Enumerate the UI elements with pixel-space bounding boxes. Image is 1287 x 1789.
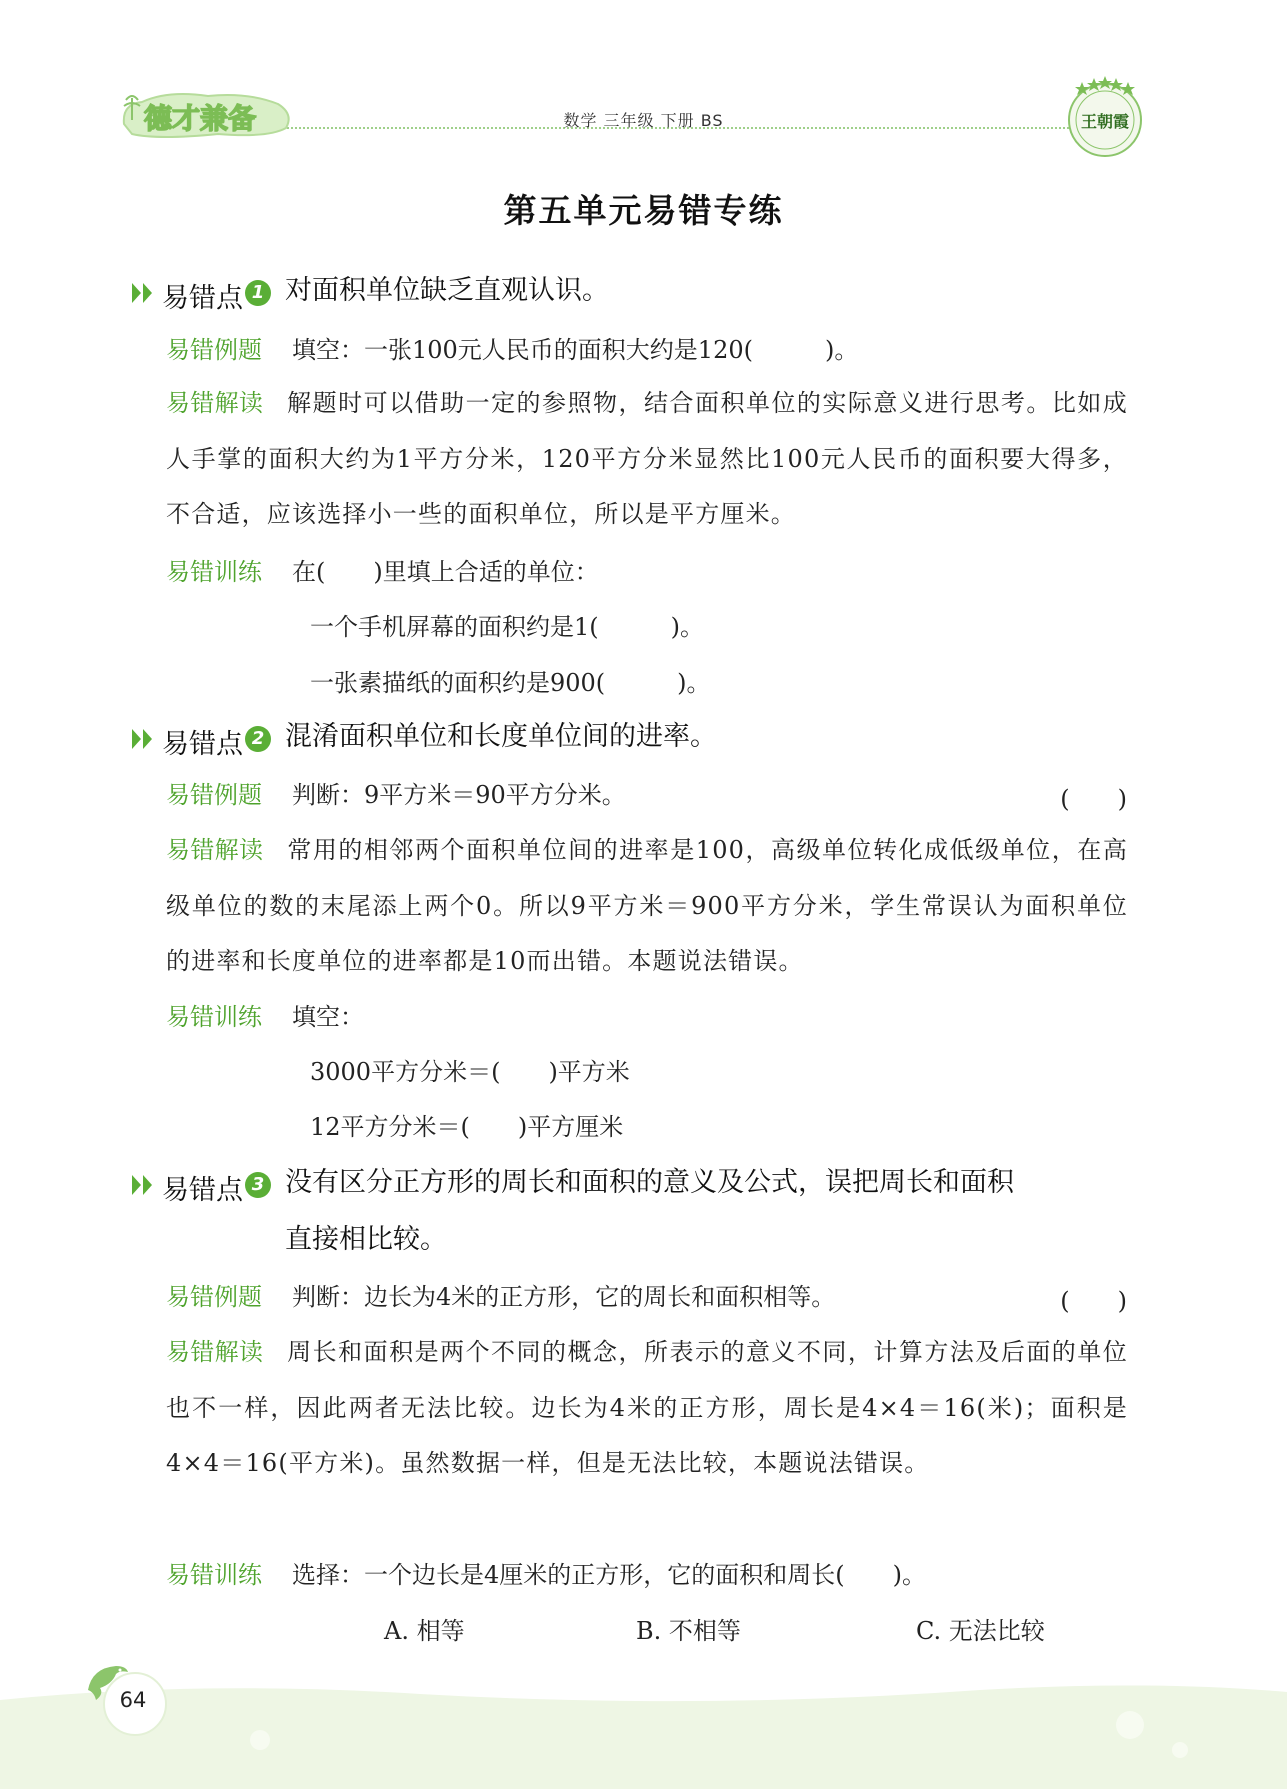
training-text: 在( )里填上合适的单位：	[292, 558, 599, 586]
error-point-number: 1	[245, 280, 271, 306]
double-arrow-icon	[130, 279, 156, 307]
example-label: 易错例题	[166, 336, 262, 364]
example-row	[166, 779, 1128, 811]
analysis-paragraph	[166, 823, 1128, 990]
training-text: 选择：一个边长是4厘米的正方形，它的面积和周长( )。	[292, 1561, 926, 1589]
analysis-paragraph	[166, 1325, 1128, 1492]
training-label: 易错训练	[166, 558, 262, 586]
analysis-label: 易错解读	[166, 389, 264, 417]
example-label: 易错例题	[166, 781, 262, 809]
error-point-label: 易错点	[162, 283, 243, 314]
error-point-title	[285, 1154, 1115, 1268]
example-text: 判断：9平方米＝90平方分米。	[292, 781, 626, 809]
analysis-text-rest: 面的单位也不一样，因此两者无法比较。边长为4米的正方形，周长是4×4＝16(米)；面积是4×4＝16(平方米)。虽然数据一样，但是无法比较，本题说法错误。	[166, 1338, 1128, 1477]
author-seal	[1062, 74, 1148, 160]
analysis-text-rest: 单位，在高级单位的数的末尾添上两个0。所以9平方米＝900平方分米，学生常误认为面积单位的进率和长度单位的进率都是10而出错。本题说法错误。	[166, 836, 1129, 975]
analysis-label: 易错解读	[166, 836, 264, 864]
page-title: 第五单元易错专练	[503, 191, 784, 230]
seal-text: 王朝霞	[1080, 112, 1130, 131]
example-label: 易错例题	[166, 1283, 262, 1311]
double-arrow-icon	[130, 1171, 156, 1199]
training-row	[166, 556, 1128, 588]
choice-a: A. 相等	[384, 1617, 465, 1645]
training-text: 填空：	[292, 1003, 364, 1031]
footer-wave-decoration	[0, 1680, 1287, 1789]
answer-bracket: ( )	[1060, 785, 1127, 813]
analysis-text-first: 常用的相邻两个面积单位间的进率是100，高级单位转化成低级	[287, 836, 1001, 864]
training-row	[166, 1001, 1128, 1033]
training-item: 3000平方分米＝( )平方米	[310, 1058, 630, 1086]
example-row	[166, 334, 1128, 366]
double-arrow-icon	[130, 725, 156, 753]
brand-text: 德才兼备	[144, 102, 257, 135]
choice-b: B. 不相等	[636, 1617, 741, 1645]
training-item: 一个手机屏幕的面积约是1( )。	[310, 613, 704, 641]
page-number: 64	[119, 1688, 147, 1712]
example-text: 填空：一张100元人民币的面积大约是120( )。	[292, 336, 859, 364]
header-subject: 数学 三年级 下册 BS	[563, 111, 724, 130]
error-point-label: 易错点	[162, 1175, 243, 1206]
error-point-2-heading	[130, 722, 717, 765]
analysis-text-first: 周长和面积是两个不同的概念，所表示的意义不同，计算方法及后	[287, 1338, 1027, 1366]
training-row	[166, 1559, 1128, 1591]
answer-bracket: ( )	[1060, 1287, 1127, 1315]
training-item: 一张素描纸的面积约是900( )。	[310, 669, 711, 697]
error-point-label: 易错点	[162, 729, 243, 760]
analysis-paragraph	[166, 376, 1128, 543]
error-point-title-line1: 没有区分正方形的周长和面积的意义及公式，误把周长和面积	[285, 1167, 1014, 1198]
training-item: 12平方分米＝( )平方厘米	[310, 1113, 624, 1141]
analysis-label: 易错解读	[166, 1338, 264, 1366]
choice-c: C. 无法比较	[916, 1617, 1045, 1645]
error-point-number: 3	[245, 1172, 271, 1198]
analysis-text-rest: 考。比如成人手掌的面积大约为1平方分米，120平方分米显然比100元人民币的面积要大得多，不合适，应该选择小一些的面积单位，所以是平方厘米。	[166, 389, 1128, 528]
error-point-title: 混淆面积单位和长度单位间的进率。	[285, 721, 717, 752]
error-point-1-heading	[130, 276, 609, 319]
analysis-text-first: 解题时可以借助一定的参照物，结合面积单位的实际意义进行思	[287, 389, 1001, 417]
example-row	[166, 1281, 1128, 1313]
error-point-number: 2	[245, 726, 271, 752]
training-label: 易错训练	[166, 1003, 262, 1031]
error-point-title-line2: 直接相比较。	[285, 1224, 447, 1255]
example-text: 判断：边长为4米的正方形，它的周长和面积相等。	[292, 1283, 836, 1311]
training-label: 易错训练	[166, 1561, 262, 1589]
error-point-title: 对面积单位缺乏直观认识。	[285, 275, 609, 306]
error-point-3-heading	[130, 1168, 1115, 1268]
